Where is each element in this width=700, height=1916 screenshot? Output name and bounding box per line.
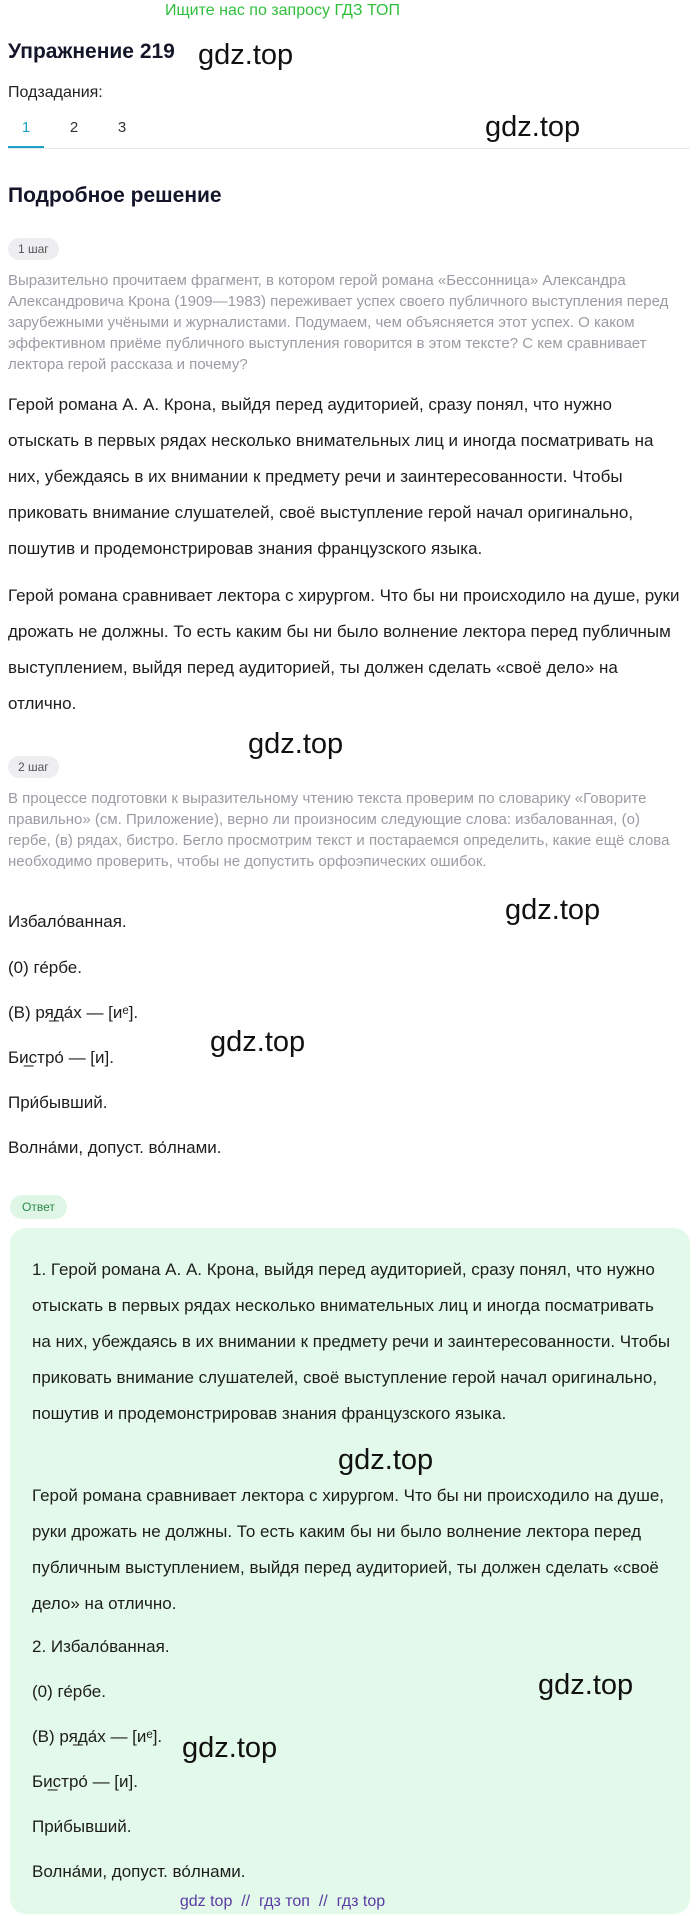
step-badge: 1 шаг xyxy=(8,238,59,260)
answer-word-line: 2. Избало́ванная. xyxy=(32,1637,170,1656)
section-title: Подробное решение xyxy=(8,184,222,207)
watermark: gdz.top xyxy=(248,728,344,760)
footer-separator: // xyxy=(241,1893,251,1910)
answer-paragraph: 1. Герой романа А. А. Крона, выйдя перед аудиторией, сразу понял, что нужно отыскать в первых рядах несколько внимательных лиц и иногда посматривать на них, убеждаясь в их внимании к предмету речи и заинтересованности. Чтобы приковать внимание слушателей, своё выступление герой начал оригинально, пошутив и продемонстрировав знания французского языка. xyxy=(32,1260,671,1423)
watermark: gdz.top xyxy=(505,894,601,926)
watermark: gdz.top xyxy=(338,1444,434,1476)
answer-word-line: При́бывший. xyxy=(32,1817,132,1836)
answer-paragraph: Герой романа сравнивает лектора с хирургом. Что бы ни происходило на душе, руки дрожать не должны. То есть каким бы ни было волнение лектора перед публичным выступлением, выйдя перед аудиторией, ты должен сделать «своё дело» на отлично. xyxy=(32,1486,665,1613)
watermark: gdz.top xyxy=(485,111,581,143)
answer-word-line: Би̲стро́ — [и]. xyxy=(32,1772,138,1791)
watermark: gdz.top xyxy=(538,1669,634,1701)
promo-banner[interactable]: Ищите нас по запросу ГДЗ ТОП xyxy=(165,2,400,19)
page-title: Упражнение 219 xyxy=(8,40,175,63)
tab-1[interactable]: 1 xyxy=(8,116,44,148)
step-prompt: В процессе подготовки к выразительному чтению текста проверим по словарику «Говорите правильно» (см. Приложение), верно ли произносим следующие слова: избалованная, (о) гербе, (в) рядах, бистро. Бегло просмотрим текст и постараемся определить, какие ещё слова необходимо проверить, чтобы не допустить орфоэпических ошибок. xyxy=(8,790,670,870)
watermark: gdz.top xyxy=(210,1026,306,1058)
footer-links xyxy=(0,1891,565,1913)
footer-link[interactable]: гдз топ xyxy=(259,1893,310,1910)
word-line: (0) ге́рбе. xyxy=(8,958,82,977)
answer-word-line: (0) ге́рбе. xyxy=(32,1682,106,1701)
footer-separator: // xyxy=(318,1893,328,1910)
watermark: gdz.top xyxy=(182,1732,278,1764)
word-line: Би̲стро́ — [и]. xyxy=(8,1048,114,1067)
footer-link[interactable]: gdz top xyxy=(179,1893,233,1910)
answer-word-line: Волна́ми, допуст. во́лнами. xyxy=(32,1862,246,1881)
subtasks-label: Подзадания: xyxy=(8,84,103,101)
word-line: Волна́ми, допуст. во́лнами. xyxy=(8,1138,222,1157)
step-prompt: Выразительно прочитаем фрагмент, в котором герой романа «Бессонница» Александра Александровича Крона (1909—1983) переживает успех своего публичного выступления перед зарубежными учёными и журналистами. Подумаем, чем объясняется этот успех. О каком эффективном приёме публичного выступления говорится в этом тексте? С кем сравнивает лектора герой рассказа и почему? xyxy=(8,272,669,373)
watermark: gdz.top xyxy=(198,39,294,71)
step-paragraph: Герой романа сравнивает лектора с хирургом. Что бы ни происходило на душе, руки дрожать не должны. То есть каким бы ни было волнение лектора перед публичным выступлением, выйдя перед аудиторией, ты должен сделать «своё дело» на отлично. xyxy=(8,586,680,713)
word-line: (В) ря̲да́х — [иᵉ]. xyxy=(8,1003,139,1022)
word-line: При́бывший. xyxy=(8,1093,108,1112)
answer-badge: Ответ xyxy=(10,1195,67,1219)
step-badge: 2 шаг xyxy=(8,756,59,778)
tab-3[interactable]: 3 xyxy=(117,119,127,136)
word-line: Избало́ванная. xyxy=(8,912,127,931)
step-paragraph: Герой романа А. А. Крона, выйдя перед аудиторией, сразу понял, что нужно отыскать в первых рядах несколько внимательных лиц и иногда посматривать на них, убеждаясь в их внимании к предмету речи и заинтересованности. Чтобы приковать внимание слушателей, своё выступление герой начал оригинально, пошутив и продемонстрировав знания французского языка. xyxy=(8,395,654,558)
tab-2[interactable]: 2 xyxy=(69,119,79,136)
answer-word-line: (В) ря̲да́х — [иᵉ]. xyxy=(32,1727,163,1746)
footer-link[interactable]: гдз top xyxy=(336,1893,386,1910)
subtask-tabs xyxy=(8,116,690,149)
